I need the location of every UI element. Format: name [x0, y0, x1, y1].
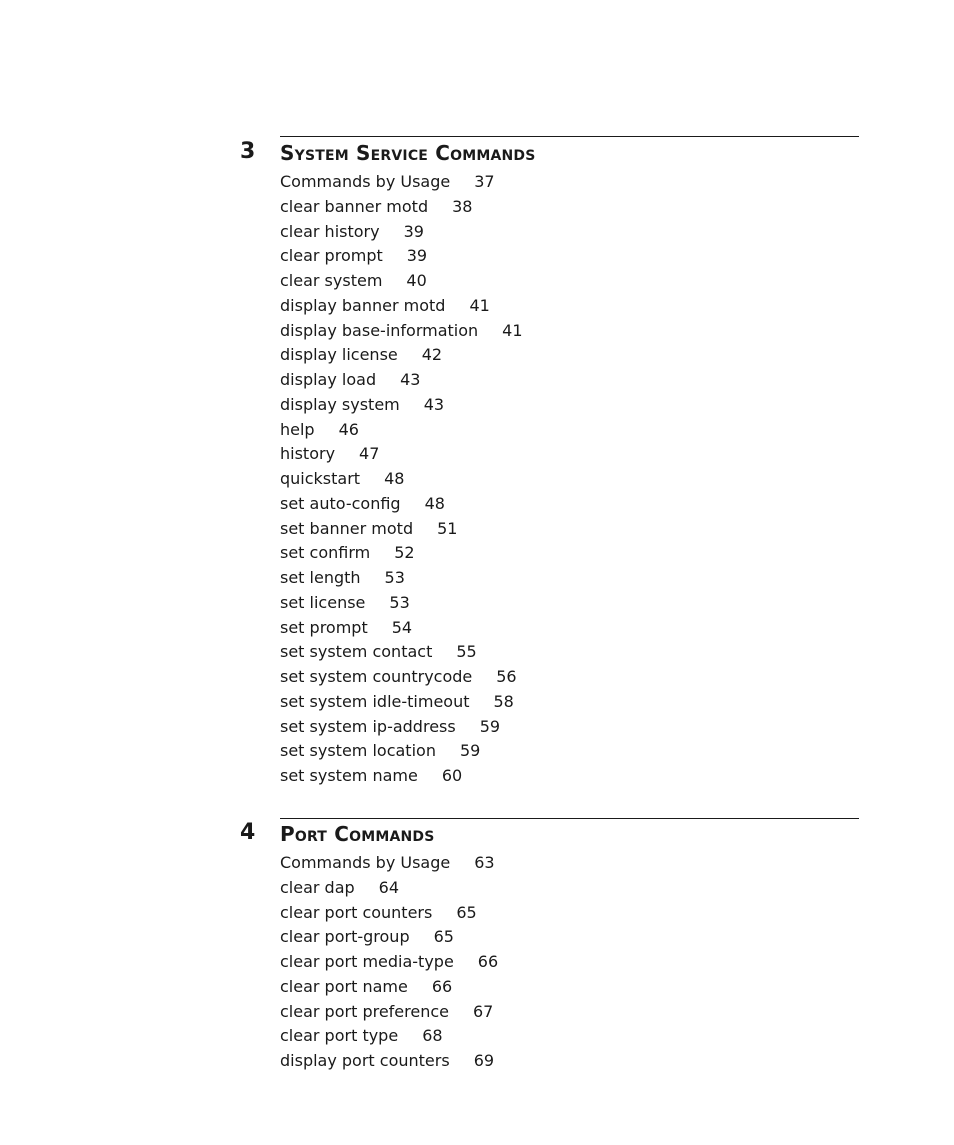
toc-entry-page-number: 48	[384, 469, 405, 488]
toc-entry-page-number: 47	[359, 444, 380, 464]
toc-entry-page-number: 53	[384, 568, 405, 587]
toc-entry-page-number: 41	[502, 320, 523, 340]
toc-entry-label: set system countrycode	[280, 667, 473, 686]
toc-entry-label: set system contact	[280, 642, 433, 662]
toc-entry[interactable]	[280, 541, 523, 566]
toc-entry-label: clear banner motd	[280, 196, 429, 216]
toc-entry-label: set auto-config	[280, 493, 401, 513]
toc-entry-page-number: 65	[456, 902, 477, 922]
toc-entry-page-number: 37	[474, 172, 495, 191]
toc-entry[interactable]	[280, 269, 523, 294]
toc-entry-label: clear port name	[280, 976, 408, 996]
toc-entry-label: display license	[280, 345, 398, 365]
toc-entry-page-number: 58	[493, 691, 514, 711]
toc-entry-page-number: 63	[474, 853, 495, 872]
toc-entry[interactable]	[280, 739, 523, 764]
toc-entry-label: history	[280, 444, 336, 464]
toc-entry-page-number: 56	[496, 667, 517, 686]
toc-entry-page-number: 64	[378, 877, 400, 897]
toc-entry-label: set system idle-timeout	[280, 691, 470, 711]
toc-entry-page-number: 39	[406, 246, 428, 266]
toc-entry-label: clear dap	[280, 877, 355, 897]
toc-entry[interactable]	[280, 925, 498, 950]
chapter-4-number: 4	[240, 820, 256, 845]
toc-entry-page-number: 48	[424, 493, 445, 513]
toc-entry[interactable]	[280, 616, 523, 641]
toc-entry-page-number: 55	[456, 642, 477, 662]
chapter-3-title: System Service Commands	[280, 141, 536, 165]
toc-entry-label: set license	[280, 592, 366, 612]
toc-entry[interactable]	[280, 442, 523, 467]
chapter-3-rule	[280, 136, 859, 137]
toc-entry-page-number: 53	[389, 592, 410, 612]
toc-entry[interactable]	[280, 950, 498, 975]
toc-entry-page-number: 52	[394, 543, 415, 563]
toc-entry[interactable]	[280, 1049, 498, 1074]
toc-entry[interactable]	[280, 975, 498, 1000]
toc-entry[interactable]	[280, 220, 523, 245]
toc-entry[interactable]	[280, 319, 523, 344]
toc-entry-label: display load	[280, 370, 377, 389]
toc-entry-page-number: 43	[423, 394, 445, 414]
toc-entry-page-number: 59	[459, 741, 481, 761]
toc-entry-page-number: 54	[391, 617, 413, 637]
toc-entry-label: display system	[280, 394, 400, 414]
toc-entry-page-number: 66	[477, 952, 499, 971]
toc-entry-page-number: 40	[406, 271, 427, 290]
toc-entry-label: clear port preference	[280, 1001, 449, 1021]
toc-entry[interactable]	[280, 1000, 498, 1025]
chapter-4-entry-list	[280, 851, 498, 1074]
toc-entry-page-number: 68	[422, 1026, 443, 1046]
toc-entry-page-number: 60	[441, 766, 463, 785]
toc-entry-label: clear port media-type	[280, 952, 454, 971]
toc-entry[interactable]	[280, 851, 498, 876]
toc-entry-label: set length	[280, 568, 361, 587]
toc-entry[interactable]	[280, 418, 523, 443]
toc-entry-label: display banner motd	[280, 295, 446, 315]
toc-entry[interactable]	[280, 467, 523, 492]
toc-entry[interactable]	[280, 294, 523, 319]
toc-entry-label: Commands by Usage	[280, 172, 451, 191]
toc-entry-label: clear system	[280, 271, 383, 290]
toc-entry-label: set system ip-address	[280, 716, 456, 736]
toc-entry[interactable]	[280, 517, 523, 542]
toc-entry[interactable]	[280, 591, 523, 616]
toc-entry-page-number: 46	[338, 419, 359, 439]
toc-entry-page-number: 69	[473, 1051, 495, 1070]
toc-entry-label: clear port-group	[280, 927, 410, 947]
toc-entry-page-number: 59	[479, 716, 501, 736]
toc-entry-label: set prompt	[280, 617, 368, 637]
toc-entry-label: set system location	[280, 741, 436, 761]
toc-entry-label: display port counters	[280, 1051, 450, 1070]
toc-entry[interactable]	[280, 393, 523, 418]
toc-entry[interactable]	[280, 195, 523, 220]
toc-entry-label: set banner motd	[280, 518, 414, 538]
toc-entry-label: display base-information	[280, 320, 479, 340]
toc-entry[interactable]	[280, 368, 523, 393]
toc-entry[interactable]	[280, 690, 523, 715]
toc-entry-page-number: 41	[469, 295, 490, 315]
toc-entry[interactable]	[280, 492, 523, 517]
toc-entry[interactable]	[280, 640, 523, 665]
toc-entry[interactable]	[280, 343, 523, 368]
chapter-3-entry-list	[280, 170, 523, 789]
toc-entry[interactable]	[280, 170, 523, 195]
toc-entry[interactable]	[280, 764, 523, 789]
toc-entry[interactable]	[280, 715, 523, 740]
chapter-3-number: 3	[240, 139, 256, 164]
toc-entry-label: clear port type	[280, 1026, 399, 1046]
toc-entry[interactable]	[280, 665, 523, 690]
toc-entry[interactable]	[280, 244, 523, 269]
toc-entry-label: set system name	[280, 766, 418, 785]
chapter-4-rule	[280, 818, 859, 819]
toc-entry-label: set confirm	[280, 543, 371, 563]
toc-entry-label: clear prompt	[280, 246, 383, 266]
toc-entry[interactable]	[280, 901, 498, 926]
chapter-4-title: Port Commands	[280, 822, 435, 846]
toc-entry[interactable]	[280, 1024, 498, 1049]
toc-entry[interactable]	[280, 566, 523, 591]
toc-entry-label: clear history	[280, 221, 380, 241]
toc-entry-page-number: 42	[421, 345, 443, 365]
toc-entry-page-number: 38	[452, 196, 473, 216]
toc-entry-page-number: 66	[431, 976, 453, 996]
toc-entry-label: Commands by Usage	[280, 853, 451, 872]
toc-entry-label: quickstart	[280, 469, 361, 488]
toc-entry-label: help	[280, 419, 315, 439]
toc-entry-page-number: 65	[433, 927, 454, 947]
toc-entry-page-number: 39	[403, 221, 424, 241]
toc-entry-page-number: 67	[473, 1001, 494, 1021]
toc-entry[interactable]	[280, 876, 498, 901]
toc-entry-label: clear port counters	[280, 902, 433, 922]
toc-entry-page-number: 43	[400, 370, 421, 389]
toc-entry-page-number: 51	[437, 518, 458, 538]
